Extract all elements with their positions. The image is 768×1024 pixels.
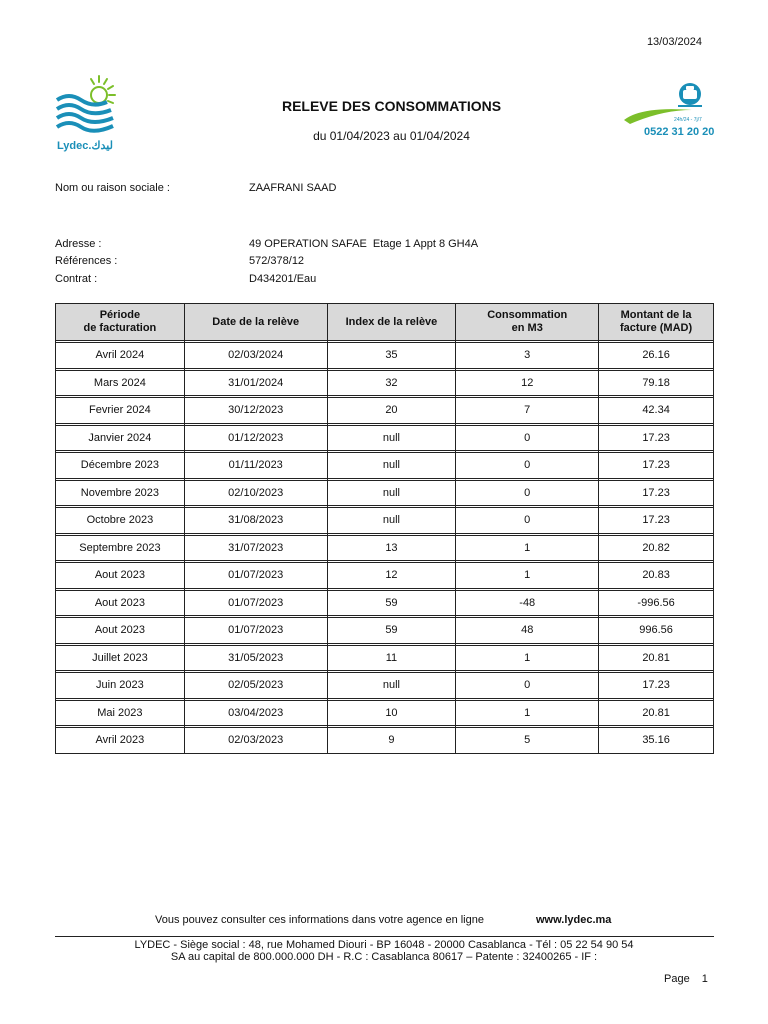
header-text: en M3 xyxy=(511,322,543,334)
table-row xyxy=(56,398,714,424)
table-header-row xyxy=(56,304,714,341)
cell-date: 01/12/2023 xyxy=(184,425,327,451)
footer-note: Vous pouvez consulter ces informations dans votre agence en ligne xyxy=(155,914,484,926)
cell-date: 31/08/2023 xyxy=(184,508,327,534)
cell-period: Juillet 2023 xyxy=(56,645,185,671)
table-row xyxy=(56,480,714,506)
cell-consumption: 0 xyxy=(456,508,599,534)
company-legal-line: SA au capital de 800.000.000 DH - R.C : Casablanca 80617 – Patente : 32400265 - IF : xyxy=(170,951,598,963)
table-row xyxy=(56,673,714,699)
cell-index: 59 xyxy=(327,590,456,616)
header-text: Date de la relève xyxy=(212,315,300,328)
cell-date: 02/03/2024 xyxy=(184,343,327,369)
cell-amount: 996.56 xyxy=(599,618,714,644)
cell-consumption: 1 xyxy=(456,700,599,726)
cell-consumption: 48 xyxy=(456,618,599,644)
table-row xyxy=(56,590,714,616)
document-period: du 01/04/2023 au 01/04/2024 xyxy=(313,129,470,143)
cell-amount: 26.16 xyxy=(599,343,714,369)
cell-index: 32 xyxy=(327,370,456,396)
table-row xyxy=(56,508,714,534)
website-link[interactable]: www.lydec.ma xyxy=(536,914,612,926)
header-text: Consommation xyxy=(487,309,568,321)
cell-consumption: 0 xyxy=(456,480,599,506)
cell-amount: -996.56 xyxy=(599,590,714,616)
table-row xyxy=(56,425,714,451)
cell-date: 01/11/2023 xyxy=(184,453,327,479)
page-number-value: 1 xyxy=(701,973,708,985)
cell-date: 01/07/2023 xyxy=(184,563,327,589)
cell-index: null xyxy=(327,673,456,699)
col-header-consumption xyxy=(456,304,599,341)
cell-index: 9 xyxy=(327,728,456,754)
cell-period: Juin 2023 xyxy=(56,673,185,699)
cell-period: Aout 2023 xyxy=(56,563,185,589)
cell-date: 02/03/2023 xyxy=(184,728,327,754)
address-value: 49 OPERATION SAFAE Etage 1 Appt 8 GH4A xyxy=(249,238,479,250)
table-row xyxy=(56,700,714,726)
phone-prefix: 0522 xyxy=(644,126,669,138)
table-row xyxy=(56,728,714,754)
cell-date: 02/05/2023 xyxy=(184,673,327,699)
cell-period: Fevrier 2024 xyxy=(56,398,185,424)
consumption-table xyxy=(55,303,714,754)
header-text: Période xyxy=(99,309,141,321)
cell-consumption: 0 xyxy=(456,425,599,451)
cell-date: 31/05/2023 xyxy=(184,645,327,671)
cell-period: Décembre 2023 xyxy=(56,453,185,479)
cell-index: null xyxy=(327,480,456,506)
service-hours: 24h/24 - 7j/7 xyxy=(674,117,702,123)
company-address xyxy=(0,939,768,963)
cell-amount: 42.34 xyxy=(599,398,714,424)
cell-index: 20 xyxy=(327,398,456,424)
cell-consumption: 0 xyxy=(456,453,599,479)
header-text: facture (MAD) xyxy=(620,322,693,334)
cell-date: 31/07/2023 xyxy=(184,535,327,561)
cell-consumption: -48 xyxy=(456,590,599,616)
cell-period: Mai 2023 xyxy=(56,700,185,726)
cell-period: Avril 2024 xyxy=(56,343,185,369)
cell-index: 13 xyxy=(327,535,456,561)
table-row xyxy=(56,618,714,644)
cell-amount: 79.18 xyxy=(599,370,714,396)
lydec-brand-text: Lydec.ليدك xyxy=(57,140,113,152)
table-row xyxy=(56,563,714,589)
lydec-brand-arabic: ليدك xyxy=(91,140,113,152)
cell-index: 11 xyxy=(327,645,456,671)
cell-amount: 17.23 xyxy=(599,673,714,699)
cell-consumption: 1 xyxy=(456,535,599,561)
cell-consumption: 1 xyxy=(456,563,599,589)
cell-consumption: 3 xyxy=(456,343,599,369)
print-date: 13/03/2024 xyxy=(646,36,702,48)
cell-period: Aout 2023 xyxy=(56,590,185,616)
table-row xyxy=(56,645,714,671)
cell-index: null xyxy=(327,425,456,451)
header-text: Montant de la xyxy=(620,309,692,321)
cell-consumption: 7 xyxy=(456,398,599,424)
cell-period: Septembre 2023 xyxy=(56,535,185,561)
customer-name-value: ZAAFRANI SAAD xyxy=(249,182,337,194)
cell-amount: 17.23 xyxy=(599,453,714,479)
cell-amount: 20.81 xyxy=(599,645,714,671)
company-address-line: LYDEC - Siège social : 48, rue Mohamed Diouri - BP 16048 - 20000 Casablanca - Tél : 05 22 54 90 54 xyxy=(134,939,634,951)
customer-name-label: Nom ou raison sociale : xyxy=(55,182,170,194)
cell-index: 12 xyxy=(327,563,456,589)
cell-index: null xyxy=(327,508,456,534)
cell-date: 31/01/2024 xyxy=(184,370,327,396)
col-header-index xyxy=(327,304,456,341)
cell-date: 01/07/2023 xyxy=(184,590,327,616)
cell-consumption: 5 xyxy=(456,728,599,754)
cell-amount: 17.23 xyxy=(599,425,714,451)
table-row xyxy=(56,343,714,369)
cell-consumption: 12 xyxy=(456,370,599,396)
document-title: RELEVE DES CONSOMMATIONS xyxy=(281,98,502,114)
cell-period: Mars 2024 xyxy=(56,370,185,396)
phone-number: 31 20 20 xyxy=(671,126,715,138)
col-header-amount xyxy=(599,304,714,341)
lydec-brand-latin: Lydec xyxy=(57,140,89,152)
cell-period: Novembre 2023 xyxy=(56,480,185,506)
footer-divider xyxy=(55,936,714,937)
cell-amount: 17.23 xyxy=(599,508,714,534)
contract-value: D434201/Eau xyxy=(249,273,317,285)
cell-index: 10 xyxy=(327,700,456,726)
cell-amount: 35.16 xyxy=(599,728,714,754)
table-row xyxy=(56,370,714,396)
cell-period: Octobre 2023 xyxy=(56,508,185,534)
page-number xyxy=(664,973,708,985)
cell-amount: 20.81 xyxy=(599,700,714,726)
contract-label: Contrat : xyxy=(55,273,98,285)
cell-period: Avril 2023 xyxy=(56,728,185,754)
cell-consumption: 1 xyxy=(456,645,599,671)
page-label: Page xyxy=(664,973,690,985)
cell-consumption: 0 xyxy=(456,673,599,699)
header-text: de facturation xyxy=(83,322,157,334)
table-row xyxy=(56,535,714,561)
col-header-date xyxy=(184,304,327,341)
cell-period: Janvier 2024 xyxy=(56,425,185,451)
col-header-period xyxy=(56,304,185,341)
cell-amount: 17.23 xyxy=(599,480,714,506)
cell-date: 01/07/2023 xyxy=(184,618,327,644)
cell-index: 35 xyxy=(327,343,456,369)
cell-amount: 20.82 xyxy=(599,535,714,561)
table-row xyxy=(56,453,714,479)
references-value: 572/378/12 xyxy=(249,255,305,267)
cell-date: 02/10/2023 xyxy=(184,480,327,506)
cell-amount: 20.83 xyxy=(599,563,714,589)
cell-date: 30/12/2023 xyxy=(184,398,327,424)
cell-date: 03/04/2023 xyxy=(184,700,327,726)
cell-index: null xyxy=(327,453,456,479)
address-label: Adresse : xyxy=(55,238,102,250)
cell-index: 59 xyxy=(327,618,456,644)
header-text: Index de la relève xyxy=(345,315,438,328)
cell-period: Aout 2023 xyxy=(56,618,185,644)
references-label: Références : xyxy=(55,255,118,267)
